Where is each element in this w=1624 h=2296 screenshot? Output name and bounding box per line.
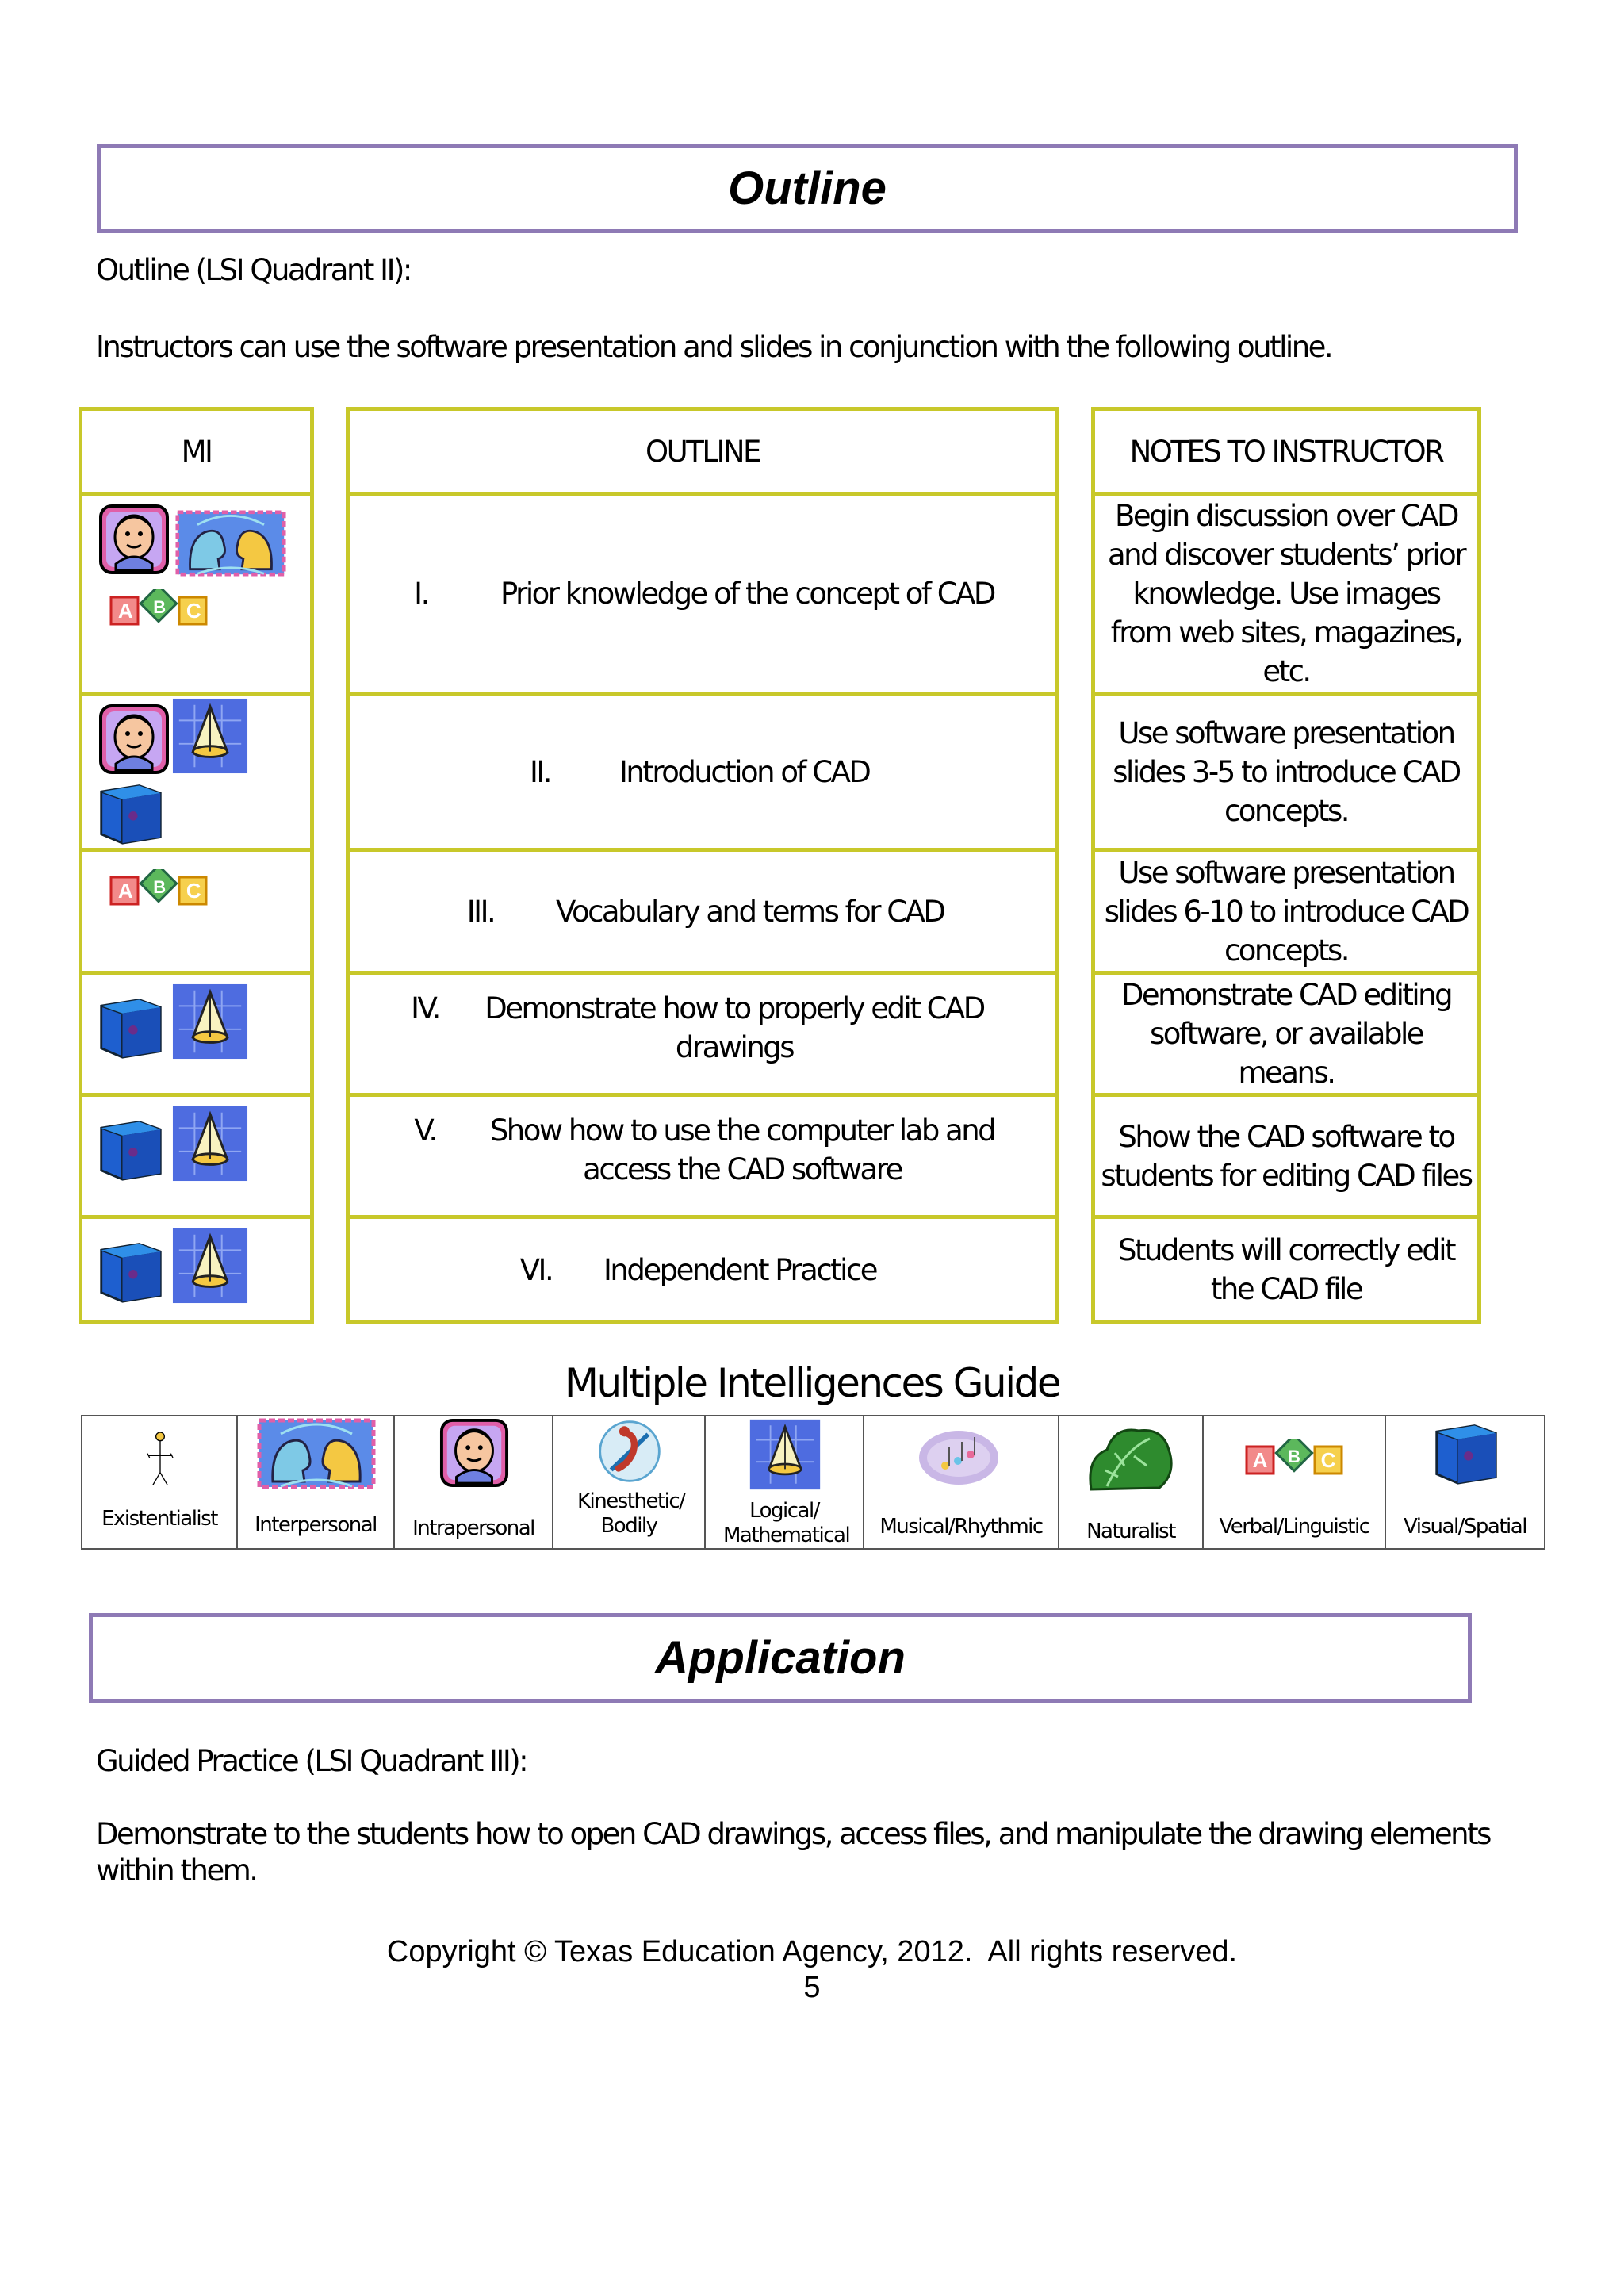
naturalist-icon xyxy=(1083,1418,1178,1497)
outline-row-number: V. xyxy=(414,1114,436,1148)
mi-header-label: MI xyxy=(181,434,212,469)
visual-spatial-icon xyxy=(97,778,165,846)
outline-row-2 xyxy=(350,696,1055,852)
mi-row-6 xyxy=(82,1219,310,1320)
application-heading-box xyxy=(89,1613,1472,1703)
intrapersonal-icon xyxy=(439,1418,509,1488)
mi-guide-label: Interpersonal xyxy=(255,1513,377,1537)
mi-guide-label: Logical/ Mathematical xyxy=(723,1499,850,1547)
page-number: 5 xyxy=(803,1971,821,2004)
visual-spatial-icon xyxy=(1432,1418,1500,1486)
notes-header xyxy=(1095,411,1477,496)
notes-row-text: Begin discussion over CAD and discover students’ prior knowledge. Use images from web sites, magazines, etc. xyxy=(1107,499,1465,688)
mi-guide-table xyxy=(81,1415,1545,1550)
mi-row-2 xyxy=(82,696,310,852)
application-subheading: Guided Practice (LSI Quadrant III): xyxy=(96,1744,527,1778)
application-body: Demonstrate to the students how to open CAD drawings, access files, and manipulate the drawing elements within them. xyxy=(96,1817,1490,1888)
visual-spatial-icon xyxy=(97,992,165,1060)
mi-guide-interpersonal xyxy=(238,1416,395,1548)
visual-spatial-icon xyxy=(97,1114,165,1182)
notes-row-text: Students will correctly edit the CAD file xyxy=(1117,1233,1455,1306)
outline-heading: Outline xyxy=(728,163,887,214)
outline-subheading: Outline (LSI Quadrant II): xyxy=(96,253,411,287)
mi-guide-label: Naturalist xyxy=(1086,1520,1175,1543)
mi-guide-label: Musical/Rhythmic xyxy=(879,1515,1043,1539)
outline-row-number: III. xyxy=(466,894,495,929)
outline-row-topic: Introduction of CAD xyxy=(619,754,870,789)
notes-row-3 xyxy=(1095,852,1477,975)
mi-guide-label: Existentialist xyxy=(102,1507,217,1531)
verbal-linguistic-icon xyxy=(108,589,211,629)
mi-guide-existentialist xyxy=(82,1416,238,1548)
intrapersonal-icon xyxy=(98,504,170,575)
notes-table xyxy=(1091,407,1481,1324)
outline-row-topic: Independent Practice xyxy=(603,1252,877,1287)
notes-row-text: Demonstrate CAD editing software, or available means. xyxy=(1120,978,1452,1090)
outline-row-number: II. xyxy=(529,754,551,789)
interpersonal-icon xyxy=(171,510,290,577)
outline-row-5 xyxy=(350,1097,1055,1219)
existentialist-icon xyxy=(144,1416,176,1502)
mi-guide-kinesthetic xyxy=(553,1416,706,1548)
notes-row-1 xyxy=(1095,496,1477,696)
outline-header-label: OUTLINE xyxy=(645,434,760,469)
outline-intro: Instructors can use the software presentation and slides in conjunction with the following outline. xyxy=(96,330,1332,364)
mi-guide-label: Visual/Spatial xyxy=(1404,1515,1526,1539)
interpersonal-icon xyxy=(255,1418,377,1489)
notes-row-6 xyxy=(1095,1219,1477,1320)
logical-mathematical-icon xyxy=(171,983,249,1060)
mi-row-5 xyxy=(82,1097,310,1219)
mi-table xyxy=(79,407,314,1324)
logical-mathematical-icon xyxy=(171,1105,249,1182)
outline-row-3 xyxy=(350,852,1055,975)
logical-mathematical-icon xyxy=(171,1227,249,1305)
logical-mathematical-icon xyxy=(171,697,249,775)
notes-row-text: Use software presentation slides 6-10 to introduce CAD concepts. xyxy=(1104,855,1469,968)
mi-guide-verbal xyxy=(1204,1416,1386,1548)
notes-row-text: Use software presentation slides 3-5 to introduce CAD concepts. xyxy=(1113,715,1460,828)
mi-guide-label: Verbal/Linguistic xyxy=(1219,1515,1369,1539)
outline-row-topic: Demonstrate how to properly edit CAD drawings xyxy=(485,991,984,1064)
application-heading: Application xyxy=(655,1632,906,1684)
notes-header-label: NOTES TO INSTRUCTOR xyxy=(1129,434,1443,469)
mi-row-4 xyxy=(82,975,310,1097)
verbal-linguistic-icon xyxy=(1243,1439,1346,1478)
mi-guide-visual xyxy=(1386,1416,1544,1548)
verbal-linguistic-icon xyxy=(108,869,211,909)
outline-row-number: IV. xyxy=(411,991,439,1025)
logical-mathematical-icon xyxy=(745,1418,825,1491)
outline-row-topic: Prior knowledge of the concept of CAD xyxy=(500,577,994,611)
notes-row-text: Show the CAD software to students for editing CAD files xyxy=(1101,1119,1472,1193)
mi-row-1 xyxy=(82,496,310,696)
outline-row-6 xyxy=(350,1219,1055,1320)
visual-spatial-icon xyxy=(97,1236,165,1305)
outline-row-topic: Vocabulary and terms for CAD xyxy=(556,894,944,929)
musical-rhythmic-icon xyxy=(915,1424,1002,1488)
outline-row-4 xyxy=(350,975,1055,1097)
intrapersonal-icon xyxy=(98,703,170,775)
mi-guide-logical xyxy=(706,1416,864,1548)
mi-guide-label: Kinesthetic/ Bodily xyxy=(577,1489,685,1538)
mi-row-3 xyxy=(82,852,310,975)
copyright-notice: Copyright © Texas Education Agency, 2012. All rights reserved. xyxy=(386,1935,1238,1968)
outline-row-number: VI. xyxy=(519,1252,553,1287)
notes-row-2 xyxy=(1095,696,1477,852)
mi-header xyxy=(82,411,310,496)
outline-header xyxy=(350,411,1055,496)
notes-row-4 xyxy=(1095,975,1477,1097)
mi-guide-intrapersonal xyxy=(395,1416,553,1548)
mi-guide-musical xyxy=(864,1416,1059,1548)
mi-guide-title: Multiple Intelligences Guide xyxy=(564,1360,1060,1406)
outline-row-1 xyxy=(350,496,1055,696)
notes-row-5 xyxy=(1095,1097,1477,1219)
mi-guide-naturalist xyxy=(1059,1416,1204,1548)
outline-row-number: I. xyxy=(414,577,428,611)
mi-guide-label: Intrapersonal xyxy=(412,1516,534,1540)
outline-row-topic: Show how to use the computer lab and access the CAD software xyxy=(489,1114,995,1186)
kinesthetic-bodily-icon xyxy=(596,1418,663,1485)
outline-heading-box xyxy=(97,144,1518,233)
outline-table xyxy=(346,407,1059,1324)
